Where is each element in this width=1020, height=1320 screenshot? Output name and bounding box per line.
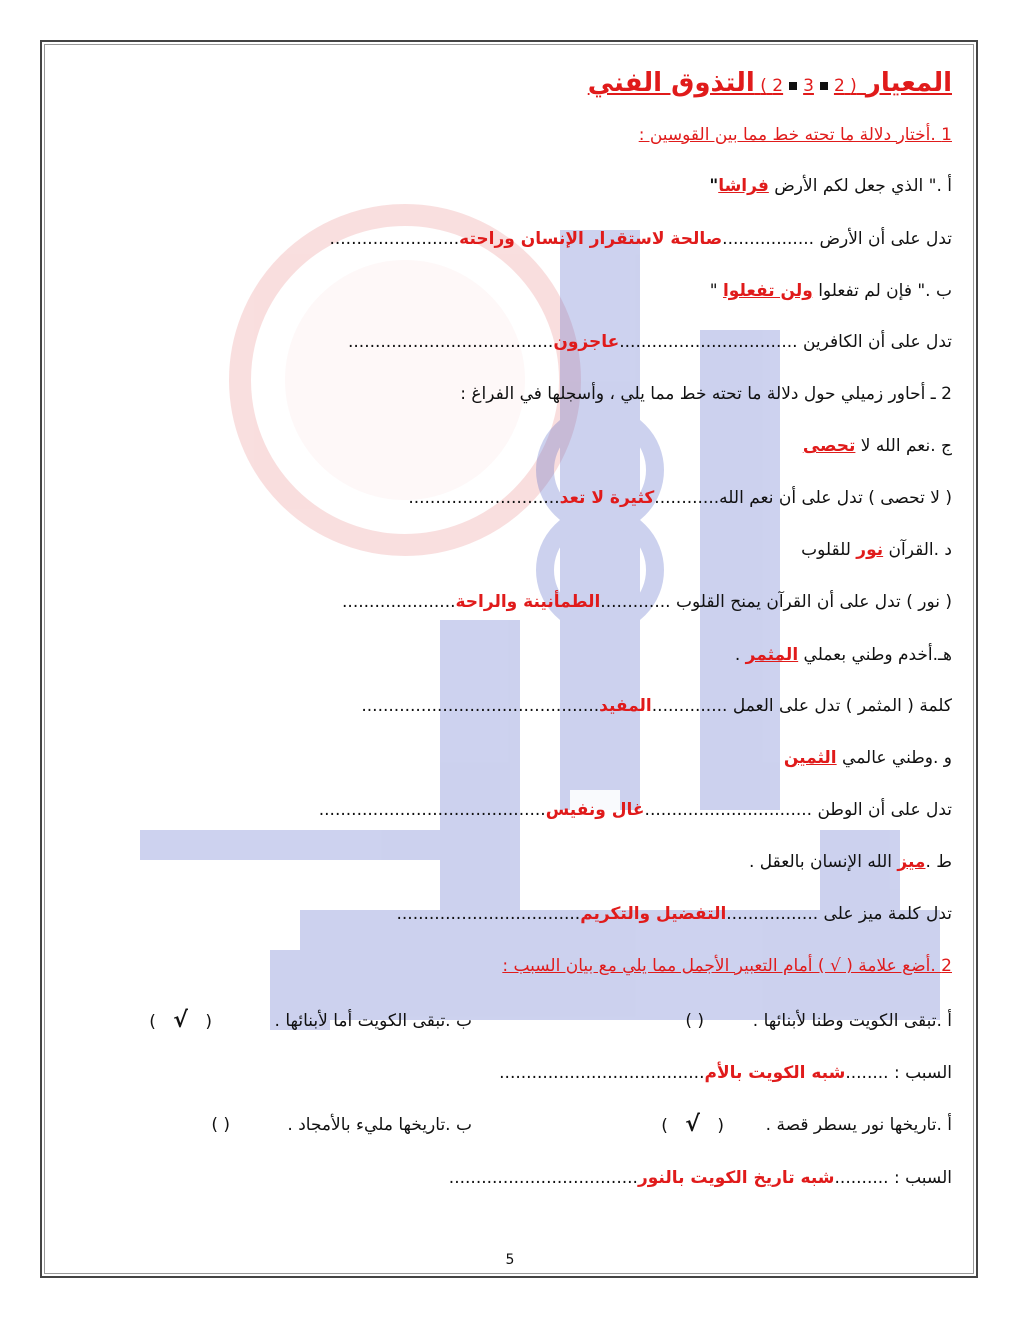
q1-answer-b [68, 329, 952, 355]
paren-close: ) [149, 1012, 156, 1032]
checkmark-icon: √ [173, 1008, 188, 1033]
q3-reason2-suffix: ................................... [448, 1168, 638, 1188]
q1-a-word: فراشا [718, 176, 769, 196]
square-bullet [820, 82, 828, 90]
standard-name: التذوق الفني [587, 68, 755, 98]
q3-row2-option-a: أ .تاريخها نور يسطر قصة . [765, 1115, 952, 1135]
q2-t-prefix: ط . [925, 852, 952, 872]
code-c: 2 [772, 76, 784, 96]
q2-answer-d [68, 589, 952, 615]
q3-row2-a-checkbox[interactable] [661, 1112, 724, 1139]
q2-h-answer-suffix: ............................................ [361, 696, 600, 716]
q3-row1-option-a: أ .تبقى الكويت وطنا لأبنائها . [752, 1011, 952, 1031]
q1-item-b [68, 278, 952, 304]
q2-answer-j [68, 485, 952, 511]
q2-item-j [68, 433, 952, 459]
q2-t-word: ميز [897, 852, 926, 872]
q2-heading-text: 2 ـ أحاور زميلي حول دلالة ما تحته خط مما يلي ، وأسجلها في الفراغ : [460, 384, 952, 404]
q3-row2-b-checkbox[interactable]: ( ) [211, 1115, 230, 1135]
q2-h-suffix: . [734, 645, 746, 665]
q2-h-answer-prefix: كلمة ( المثمر ) تدل على العمل .............. [651, 696, 952, 716]
q2-j-answer-prefix: ( لا تحصى ) تدل على أن نعم الله............ [654, 488, 952, 508]
q2-answer-h [68, 693, 952, 719]
code-open: ( [850, 76, 857, 96]
q2-d-suffix: للقلوب [801, 540, 857, 560]
paren-open: ( [717, 1116, 724, 1136]
q2-d-prefix: د .القرآن [883, 540, 952, 560]
q2-w-answer: غال ونفيس [545, 800, 645, 820]
q3-row1-a-checkbox[interactable]: ( ) [685, 1011, 704, 1031]
q3-heading [68, 953, 952, 979]
q1-a-answer-prefix: تدل على أن الأرض ................. [722, 229, 952, 249]
q1-b-suffix: " [709, 281, 723, 301]
q2-j-prefix: ج .نعم الله لا [855, 436, 952, 456]
q1-heading [68, 122, 952, 148]
q3-reason-2 [68, 1165, 952, 1191]
q2-h-answer: المفيد [599, 696, 652, 716]
q2-w-answer-suffix: .......................................... [318, 800, 546, 820]
page-title [588, 68, 952, 98]
code-close: ) [760, 76, 767, 96]
q2-w-answer-prefix: تدل على أن الوطن ............................... [644, 800, 952, 820]
q2-j-answer: كثيرة لا تعد [559, 488, 655, 508]
q2-t-answer-suffix: .................................. [396, 904, 581, 924]
q2-j-word: تحصى [802, 436, 856, 456]
q2-answer-w [68, 797, 952, 823]
q1-b-answer: عاجزون [553, 332, 620, 352]
q2-d-answer-prefix: ( نور ) تدل على أن القرآن يمنح القلوب ............. [600, 592, 952, 612]
q3-reason2-answer: شبه تاريخ الكويت بالنور [637, 1168, 835, 1188]
q2-heading [68, 381, 952, 407]
q1-b-prefix: ب ." فإن لم تفعلوا [812, 281, 952, 301]
q1-b-answer-prefix: تدل على أن الكافرين ................................. [619, 332, 952, 352]
q2-item-t [68, 849, 952, 875]
paren-close: ) [661, 1116, 668, 1136]
q2-j-answer-suffix: ............................ [408, 488, 560, 508]
q2-t-suffix: الله الإنسان بالعقل . [749, 852, 898, 872]
q1-a-suffix: " [709, 176, 719, 196]
q2-answer-t [68, 901, 952, 927]
q1-a-answer-suffix: ........................ [329, 229, 460, 249]
code-b: 3 [803, 76, 814, 96]
square-bullet [789, 82, 797, 90]
q3-heading-text: 2 .أضع علامة ( √ ) أمام التعبير الأجمل مما يلي مع بيان السبب : [502, 956, 952, 976]
q3-row1-b-checkbox[interactable] [149, 1008, 212, 1035]
q3-row1-option-b: ب .تبقى الكويت أما لأبنائها . [274, 1011, 472, 1031]
q1-a-answer: صالحة لاستقرار الإنسان وراحته [459, 229, 723, 249]
title-line [68, 66, 952, 103]
q2-h-prefix: هـ.أخدم وطني بعملي [798, 645, 952, 665]
q2-item-w [68, 745, 952, 771]
q3-reason-1 [68, 1060, 952, 1086]
q2-w-word: الثمين [783, 748, 837, 768]
q1-answer-a [68, 226, 952, 252]
q2-t-answer: التفضيل والتكريم [580, 904, 727, 924]
standard-code [755, 76, 857, 96]
standard-label: المعيار [865, 68, 952, 98]
q1-a-prefix: أ ." الذي جعل لكم الأرض [768, 176, 952, 196]
q2-item-h [68, 642, 952, 668]
code-a: 2 [833, 76, 845, 96]
page-number: 5 [505, 1252, 515, 1268]
q1-item-a [68, 173, 952, 199]
q1-b-word: ولن تفعلوا [722, 281, 813, 301]
q1-b-answer-suffix: ...................................... [347, 332, 554, 352]
q3-reason2-prefix: السبب : .......... [834, 1168, 952, 1188]
q2-w-prefix: و .وطني عالمي [836, 748, 952, 768]
paren-open: ( [205, 1012, 212, 1032]
q1-heading-text: 1 .أختار دلالة ما تحته خط مما بين القوسين : [638, 125, 952, 145]
q3-reason1-prefix: السبب : ........ [845, 1063, 952, 1083]
checkmark-icon: √ [685, 1112, 700, 1137]
q2-d-word: نور [856, 540, 884, 560]
q3-row2-option-b: ب .تاريخها مليء بالأمجاد . [287, 1115, 472, 1135]
q2-d-answer: الطمأنينة والراحة [455, 592, 601, 612]
q2-d-answer-suffix: ..................... [342, 592, 456, 612]
q2-h-word: المثمر [745, 645, 799, 665]
q3-reason1-answer: شبه الكويت بالأم [704, 1063, 846, 1083]
q2-t-answer-prefix: تدل كلمة ميز على ................. [726, 904, 952, 924]
q2-item-d [68, 537, 952, 563]
q3-reason1-suffix: ...................................... [499, 1063, 705, 1083]
